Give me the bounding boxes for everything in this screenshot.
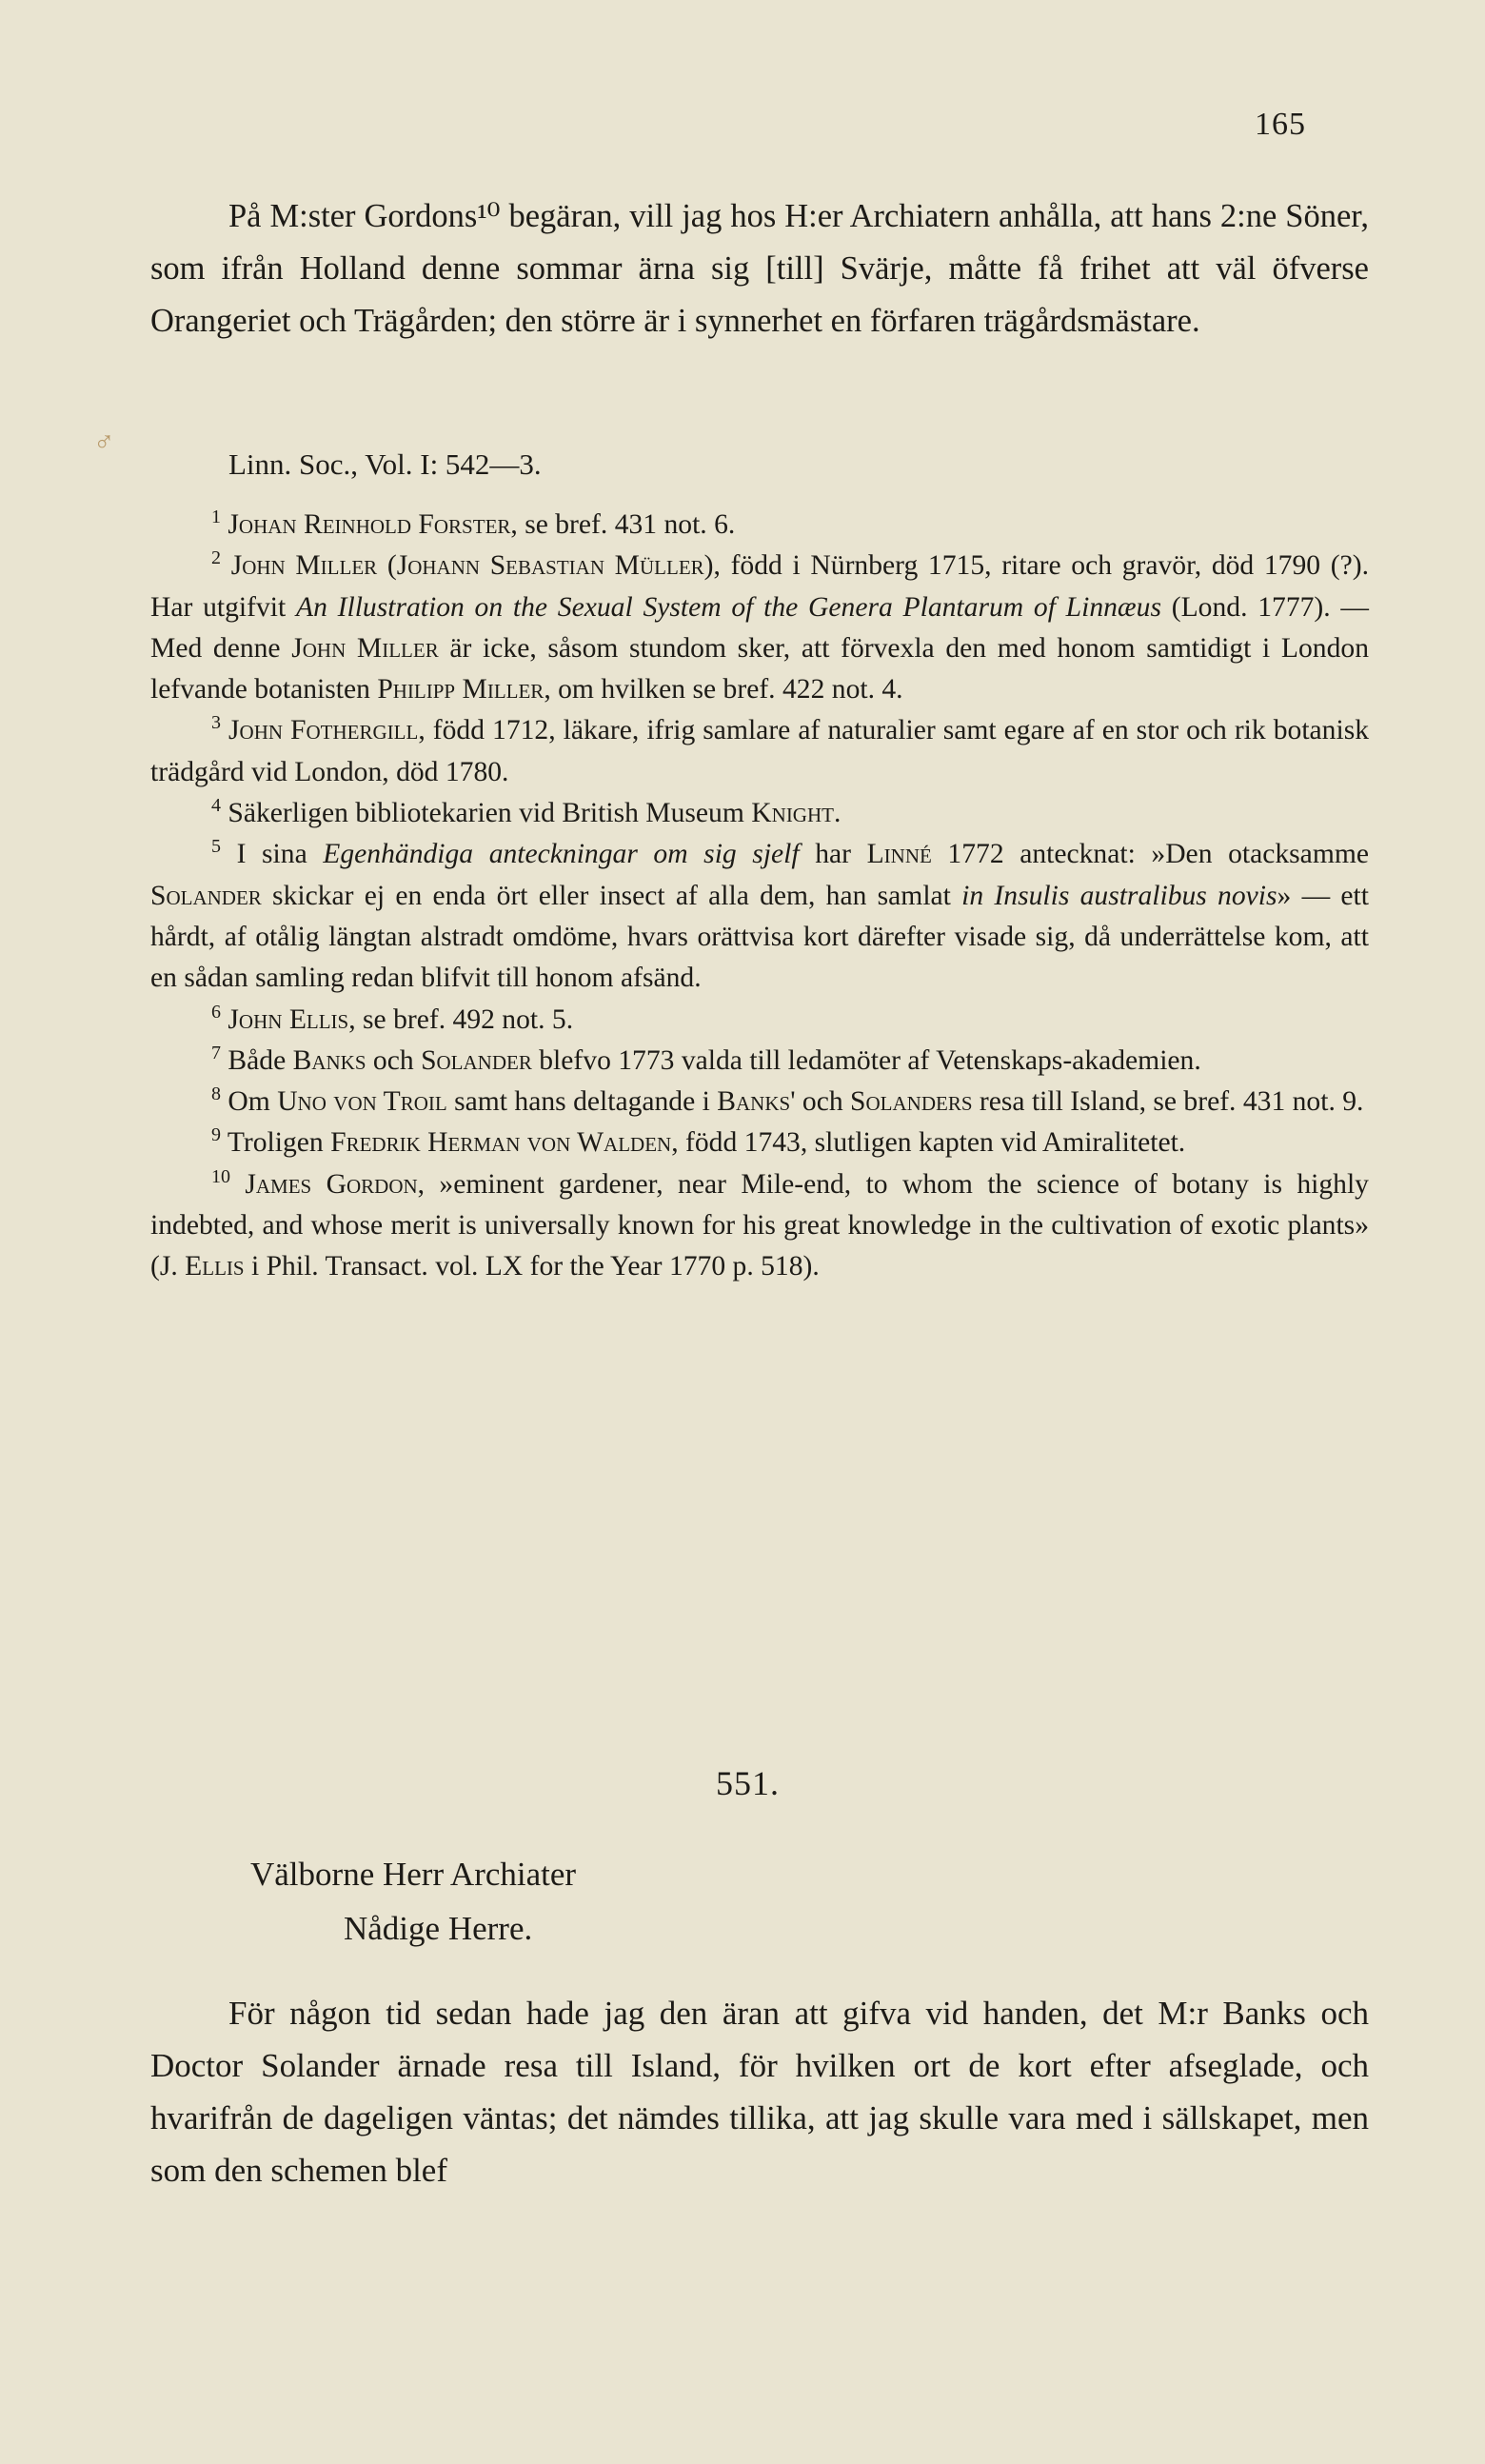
footnote-text: I sina: [221, 839, 324, 870]
footnote-number: 6: [211, 1001, 221, 1023]
person-name: Fredrik Herman von Walden: [330, 1127, 672, 1159]
person-name: John Miller: [291, 632, 439, 664]
source-reference: Linn. Soc., Vol. I: 542—3.: [228, 447, 542, 481]
footnote-number: 10: [211, 1165, 230, 1187]
person-name: Solander: [421, 1044, 532, 1076]
footnote-text: , se bref. 492 not. 5.: [348, 1003, 574, 1035]
letter-body-paragraph: För någon tid sedan hade jag den äran att gifva vid handen, det M:r Banks och Doctor Solander ärnade resa till Island, för hvilken ort de kort efter afseglade, och hvarifrån de dageligen väntas; det nämdes tillika, att jag skulle vara med i sällskapet, men som den schemen blef: [150, 1995, 1369, 2189]
book-title: Egenhändiga anteckningar om sig sjelf: [323, 839, 800, 870]
footnote-number: 9: [211, 1124, 221, 1146]
footnote-text: , om hvilken se bref. 422 not. 4.: [544, 674, 903, 705]
footnote-text: är icke, såsom stundom sker, att förvexla den med honom samtidigt i London lefvande botanisten: [150, 632, 1369, 705]
footnote: [150, 710, 1369, 793]
footnote-text: » — ett hårdt, af otålig längtan alstradt omdöme, hvars orättvisa kort därefter visade sig, då underrättelse kom, att en sådan samling redan blifvit till honom afsänd.: [150, 880, 1369, 994]
footnote-number: 1: [211, 507, 221, 528]
footnotes: [150, 505, 1369, 1288]
footnote: [150, 546, 1369, 710]
footnote-text: (Lond. 1777). — Med denne: [150, 591, 1370, 664]
footnote-number: 2: [211, 547, 221, 569]
footnote-text: ' och: [790, 1086, 851, 1118]
footnote-text: , född 1743, slutligen kapten vid Amiralitetet.: [671, 1127, 1186, 1159]
footnote: [150, 1082, 1369, 1123]
footnote-text: i Phil. Transact. vol. LX for the Year 1770 p. 518).: [244, 1251, 820, 1282]
person-name: Johan Reinhold Forster: [228, 509, 511, 540]
person-name: Solanders: [850, 1086, 973, 1118]
person-name: Philipp Miller: [377, 674, 544, 705]
footnote-text: Troligen: [221, 1127, 331, 1159]
person-name: John Fothergill: [228, 715, 419, 746]
footnote: [150, 1041, 1369, 1082]
letter-closing-paragraph: På M:ster Gordons¹⁰ begäran, vill jag hos H:er Archiatern anhålla, att hans 2:ne Söner, som ifrån Holland denne sommar ärna sig [till] Svärje, måtte få frihet att väl öfverse Orangeriet och Trägården; den större är i synnerhet en förfaren trägårdsmästare.: [150, 198, 1369, 339]
person-name: Banks: [292, 1044, 366, 1076]
footnote-text: Både: [221, 1044, 293, 1076]
footnote-number: 5: [211, 836, 221, 858]
footnote: [150, 834, 1369, 999]
footnote-text: blefvo 1773 valda till ledamöter af Vetenskaps-akademien.: [531, 1044, 1201, 1076]
footnote-text: , född 1712, läkare, ifrig samlare af naturalier samt egare af en stor och rik botanisk trädgård vid London, död 1780.: [150, 715, 1370, 787]
salutation-line: Nådige Herre.: [344, 1910, 533, 1947]
footnote-text: skickar ej en enda ört eller insect af alla dem, han samlat: [261, 880, 962, 911]
salutation-line: Välborne Herr Archiater: [250, 1856, 577, 1893]
footnote-text: har: [799, 839, 867, 870]
footnote-text: ), född i Nürnberg 1715, ritare och gravör, död 1790 (?). Har utgifvit: [150, 550, 1369, 623]
footnote: [150, 505, 1369, 546]
book-title: An Illustration on the Sexual System of the Genera Plantarum of Linnæus: [296, 591, 1161, 623]
person-name: Banks: [717, 1086, 791, 1118]
person-name: John Ellis: [228, 1003, 349, 1035]
footnote-text: Säkerligen bibliotekarien vid British Museum: [221, 798, 752, 829]
footnote-text: resa till Island, se bref. 431 not. 9.: [972, 1086, 1364, 1118]
person-name: Uno von Troil: [277, 1086, 447, 1118]
footnote-text: och: [366, 1044, 422, 1076]
footnote: [150, 1000, 1369, 1041]
person-name: Knight: [751, 798, 834, 829]
salutation: [250, 1847, 576, 1956]
person-name: James Gordon: [245, 1168, 418, 1200]
person-name: Solander: [150, 880, 262, 911]
footnote-text: 1772 antecknat: »Den otacksamme: [931, 839, 1369, 870]
footnote-text: .: [833, 798, 842, 829]
person-name: John Miller: [230, 550, 378, 582]
footnote-number: 8: [211, 1083, 221, 1105]
footnote-number: 3: [211, 712, 221, 734]
person-name: Johann Sebastian Müller: [396, 550, 704, 582]
footnote-text: (: [377, 550, 397, 582]
footnote-text: , se bref. 431 not. 6.: [510, 509, 736, 540]
footnote-text: samt hans deltagande i: [446, 1086, 718, 1118]
footnote-number: 4: [211, 795, 221, 817]
footnote-text: , »eminent gardener, near Mile-end, to whom the science of botany is highly indebted, and whose merit is universally known for his great knowledge in the cultivation of exotic plants» (J.: [150, 1168, 1369, 1282]
footnote: [150, 1123, 1369, 1163]
person-name: Ellis: [185, 1251, 245, 1282]
person-name: Linné: [866, 839, 932, 870]
footnote: [150, 793, 1369, 834]
latin-phrase: in Insulis australibus novis: [961, 880, 1277, 911]
footnote-text: Om: [221, 1086, 278, 1118]
footnote: [150, 1164, 1369, 1288]
letter-number: 551.: [716, 1764, 780, 1802]
margin-mark: ♂: [93, 427, 115, 458]
footnote-number: 7: [211, 1043, 221, 1063]
page-number: 165: [1255, 107, 1306, 142]
